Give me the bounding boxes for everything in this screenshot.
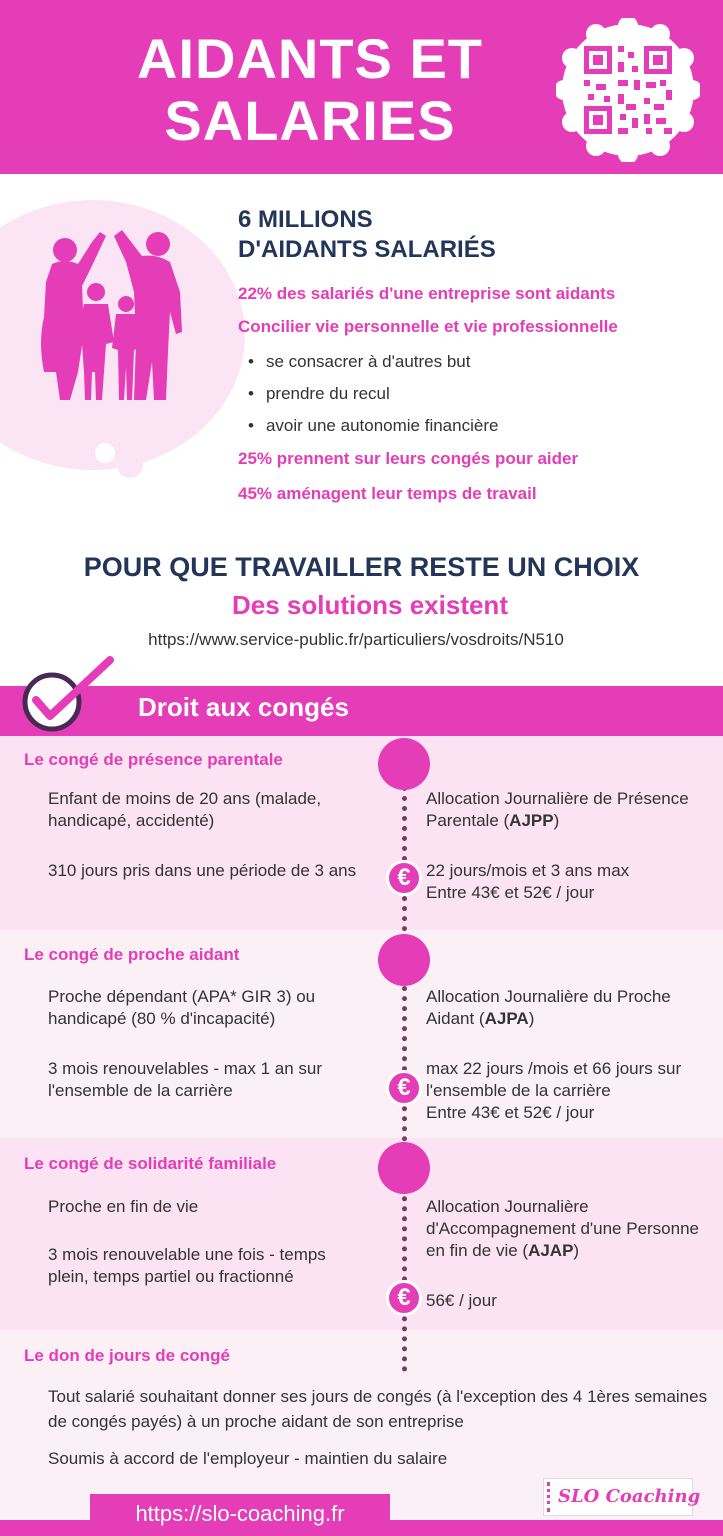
brand-name: SLO Coaching: [558, 1486, 701, 1507]
decorative-bubble: [92, 440, 118, 466]
conge-title: Le congé de proche aidant: [24, 945, 240, 964]
euro-icon: €: [386, 1280, 422, 1316]
conge-allocation: Allocation Journalière du Proche Aidant (AJPA): [426, 987, 671, 1028]
conge-condition: Proche dépendant (APA* GIR 3) ou handicapé (80 % d'incapacité): [48, 987, 316, 1028]
list-item: • se consacrer à d'autres but: [248, 348, 498, 380]
list-item: • avoir une autonomie financière: [248, 412, 498, 444]
headline: POUR QUE TRAVAILLER RESTE UN CHOIX: [83, 552, 640, 582]
qr-code-icon[interactable]: [556, 18, 700, 162]
conge-montant: 22 jours/mois et 3 ans max Entre 43€ et 52€ / jour: [426, 861, 630, 902]
conge-condition: Enfant de moins de 20 ans (malade, handicapé, accidenté): [48, 789, 322, 830]
checkmark-icon: [22, 656, 114, 732]
euro-icon: €: [386, 860, 422, 896]
stat-concilier: Concilier vie personnelle et vie professionnelle: [238, 317, 618, 336]
website-link[interactable]: https://slo-coaching.fr: [90, 1494, 390, 1534]
conge-duree: 3 mois renouvelables - max 1 an sur l'ensemble de la carrière: [48, 1059, 323, 1100]
conge-allocation: Allocation Journalière d'Accompagnement d'une Personne en fin de vie (AJAP): [426, 1197, 700, 1260]
page-title: AIDANTS ET SALARIES: [137, 27, 483, 152]
conge-title: Le congé de solidarité familiale: [24, 1154, 277, 1173]
conge-duree: 310 jours pris dans une période de 3 ans: [48, 861, 357, 880]
conge-montant: max 22 jours /mois et 66 jours sur l'ensemble de la carrière Entre 43€ et 52€ / jour: [426, 1059, 682, 1122]
timeline-node: [378, 934, 430, 986]
intro-title: 6 MILLIONS D'AIDANTS SALARIÉS: [238, 206, 496, 263]
bullet-list: [248, 348, 498, 444]
stat-salaries-aidants: 22% des salariés d'une entreprise sont aidants: [238, 284, 616, 303]
brand-decoration: [547, 1482, 553, 1512]
service-public-link[interactable]: https://www.service-public.fr/particuliers/vosdroits/N510: [148, 630, 564, 649]
stat-conges: 25% prennent sur leurs congés pour aider: [238, 449, 579, 468]
conge-duree: 3 mois renouvelable une fois - temps plein, temps partiel ou fractionné: [48, 1245, 326, 1286]
stat-temps-travail: 45% aménagent leur temps de travail: [238, 484, 537, 503]
euro-icon: €: [386, 1070, 422, 1106]
don-condition: Soumis à accord de l'employeur - maintien du salaire: [48, 1449, 448, 1468]
subheadline: Des solutions existent: [232, 590, 508, 620]
don-description: Tout salarié souhaitant donner ses jours de congés (à l'exception des 4 1ères semaines de congés payés) à un proche aidant de son entreprise: [48, 1387, 708, 1431]
family-roof-icon: [30, 222, 200, 412]
conge-title: Le congé de présence parentale: [24, 750, 283, 769]
conge-condition: Proche en fin de vie: [48, 1197, 199, 1216]
timeline-node: [378, 1142, 430, 1194]
conge-allocation: Allocation Journalière de Présence Parentale (AJPP): [426, 789, 689, 830]
conge-title: Le don de jours de congé: [24, 1346, 230, 1365]
list-item: • prendre du recul: [248, 380, 498, 412]
timeline-node: [378, 738, 430, 790]
conge-montant: 56€ / jour: [426, 1291, 497, 1310]
section-title: Droit aux congés: [138, 692, 349, 722]
decorative-bubble: [117, 452, 143, 478]
